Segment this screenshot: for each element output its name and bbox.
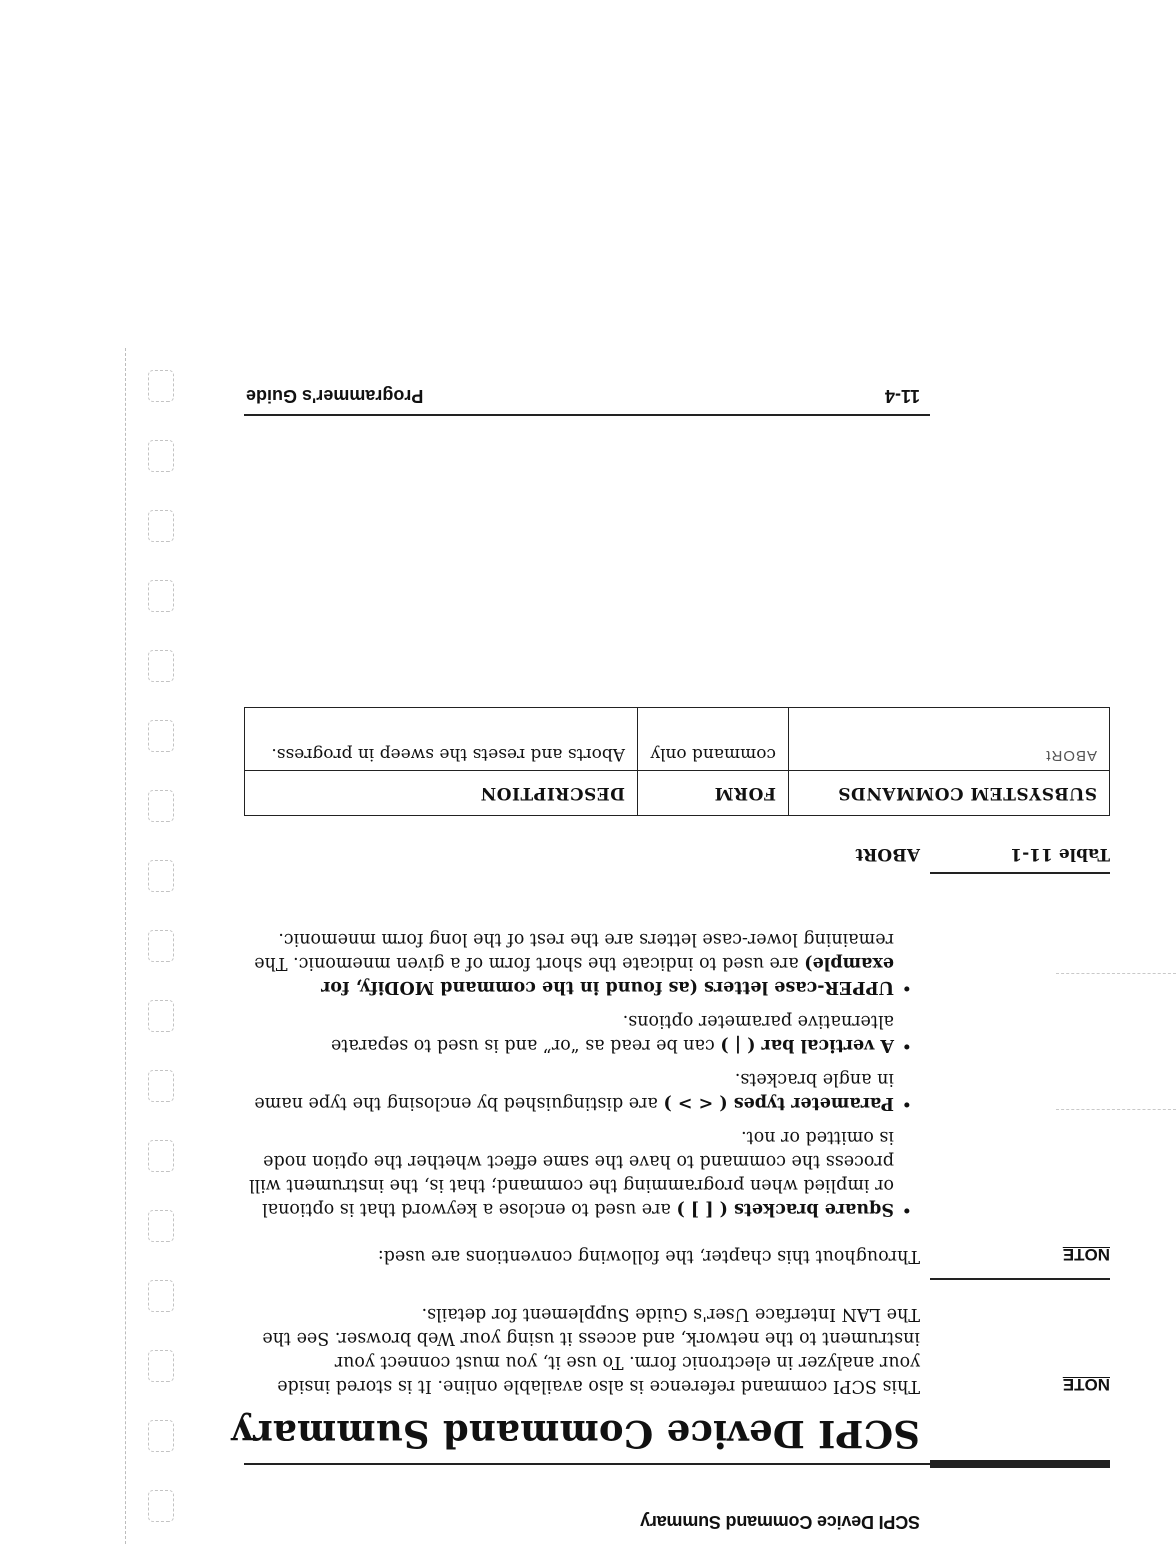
binder-hole xyxy=(148,1000,174,1032)
column-header: FORM xyxy=(638,771,789,816)
binder-hole xyxy=(148,930,174,962)
list-item-lead: Square brackets ( [ ] ) xyxy=(676,1199,894,1219)
binder-hole xyxy=(148,860,174,892)
list-item xyxy=(244,1009,920,1057)
binder-hole xyxy=(148,510,174,542)
binder-hole xyxy=(148,1140,174,1172)
list-item-text: are used to indicate the short form of a given mnemonic. The remaining lower-case letters are the rest of the long form mnemonic. xyxy=(254,929,894,973)
note-rule xyxy=(930,1278,1110,1280)
page-title: SCPI Device Command Summary xyxy=(231,1412,920,1456)
table-caption-rule xyxy=(930,872,1110,874)
binder-hole xyxy=(148,720,174,752)
command-cell: ABORt xyxy=(789,708,1110,771)
list-item xyxy=(244,1125,920,1221)
table-row xyxy=(245,708,1110,771)
binder-hole xyxy=(148,650,174,682)
column-header: SUBSYSTEM COMMANDS xyxy=(789,771,1110,816)
description-cell: Aborts and resets the sweep in progress. xyxy=(245,708,638,771)
list-item-lead: Parameter types ( < > ) xyxy=(663,1093,894,1113)
margin-mark xyxy=(1056,1109,1176,1110)
form-cell: command only xyxy=(638,708,789,771)
note-label: NOTE xyxy=(1062,1245,1110,1264)
table-header-row xyxy=(245,771,1110,816)
binder-hole xyxy=(148,1070,174,1102)
title-bar-rule xyxy=(930,1460,1110,1468)
conventions-list xyxy=(244,917,920,1221)
binder-hole xyxy=(148,790,174,822)
list-item xyxy=(244,927,920,999)
binder-hole xyxy=(148,1210,174,1242)
binder-hole xyxy=(148,1280,174,1312)
table-label: Table 11-1 xyxy=(1010,844,1110,864)
list-item xyxy=(244,1067,920,1115)
note-text: This SCPI command reference is also available online. It is stored inside your analyzer in electronic form. To use it, you must connect your instrument to the network, and access it using your Web browser. See the The LAN Interface User's Guide Supplement for details. xyxy=(262,1304,920,1396)
command-table xyxy=(244,707,1110,816)
running-header: SCPI Device Command Summary xyxy=(640,1512,920,1532)
binder-hole xyxy=(148,1350,174,1382)
column-header: DESCRIPTION xyxy=(245,771,638,816)
footer-guide-title: Programmer's Guide xyxy=(246,386,424,406)
list-item-lead: A vertical bar ( | ) xyxy=(720,1035,894,1055)
list-item-text: are distinguished by enclosing the type name in angle brackets. xyxy=(254,1069,894,1113)
footer-rule xyxy=(244,414,930,416)
page-number: 11-4 xyxy=(884,386,920,406)
binder-hole xyxy=(148,370,174,402)
margin-mark xyxy=(1056,973,1176,974)
note-label: NOTE xyxy=(1062,1375,1110,1394)
binder-hole xyxy=(148,580,174,612)
conventions-intro: Throughout this chapter, the following conventions are used: xyxy=(377,1246,920,1266)
binder-hole xyxy=(148,1420,174,1452)
list-item-lead: UPPER-case letters (as found in the command MODify, for example) xyxy=(321,953,894,997)
binder-hole xyxy=(148,1490,174,1522)
list-item-text: are used to enclose a keyword that is optional or implied when programming the command; that is, the instrument will process the command to have the same effect whether the option node is omitted or not. xyxy=(248,1127,894,1219)
title-rule xyxy=(244,1463,930,1465)
table-name: ABORt xyxy=(855,844,920,864)
list-item-text: can be read as “or” and is used to separate alternative parameter options. xyxy=(331,1011,894,1055)
binder-hole xyxy=(148,440,174,472)
